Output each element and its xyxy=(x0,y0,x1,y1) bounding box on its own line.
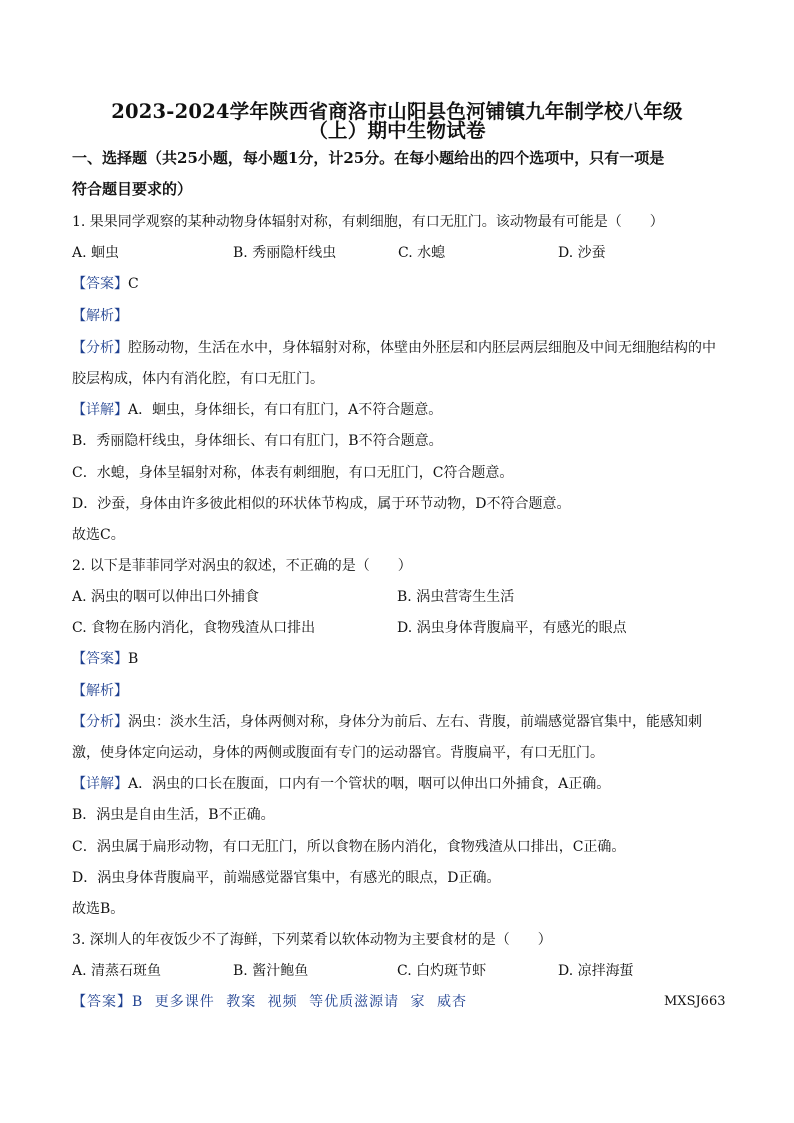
section-heading-cont: 符合题目要求的） xyxy=(72,180,193,198)
question-1-option-d: D. 沙蚕 xyxy=(558,245,606,261)
answer-value: B xyxy=(128,651,139,667)
question-3-option-d: D. 凉拌海蜇 xyxy=(558,963,634,979)
question-2-detail-a xyxy=(72,774,732,794)
question-1-answer xyxy=(72,274,732,294)
fenxi-text: 涡虫：淡水生活，身体两侧对称，身体分为前后、左右、背腹，前端感觉器官集中，能感知刺 xyxy=(128,714,702,730)
question-2-fenxi-cont: 激，使身体定向运动，身体的两侧或腹面有专门的运动器官。背腹扁平，有口无肛门。 xyxy=(72,745,604,761)
fenxi-tag: 【分析】 xyxy=(72,340,128,356)
question-2-answer xyxy=(72,649,732,669)
question-2-option-b: B. 涡虫营寄生生活 xyxy=(397,589,515,605)
question-1-analysis-tag: 【解析】 xyxy=(72,308,128,324)
question-2-stem: 2. 以下是菲菲同学对涡虫的叙述，不正确的是（ ） xyxy=(72,558,412,574)
fenxi-tag: 【分析】 xyxy=(72,714,128,730)
question-2-detail-c: C．涡虫属于扁形动物，有口无肛门，所以食物在肠内消化，食物残渣从口排出，C正确。 xyxy=(72,839,626,855)
question-3-option-a: A. 清蒸石斑鱼 xyxy=(72,963,162,979)
detail-tag: 【详解】 xyxy=(72,776,128,792)
question-2-fenxi xyxy=(72,712,732,732)
question-1-stem: 1. 果果同学观察的某种动物身体辐射对称，有刺细胞，有口无肛门。该动物最有可能是（ ） xyxy=(72,214,664,230)
question-2-option-d: D. 涡虫身体背腹扁平，有感光的眼点 xyxy=(397,620,627,636)
detail-text: A．涡虫的口长在腹面，口内有一个管状的咽，咽可以伸出口外捕食，A正确。 xyxy=(128,776,611,792)
question-3-stem: 3. 深圳人的年夜饭少不了海鲜，下列菜肴以软体动物为主要食材的是（ ） xyxy=(72,932,552,948)
question-1-detail-a xyxy=(72,400,732,420)
question-3-option-b: B. 酱汁鲍鱼 xyxy=(233,963,309,979)
question-1-option-b: B. 秀丽隐杆线虫 xyxy=(233,245,337,261)
answer-tag: 【答案】 xyxy=(72,276,128,292)
question-2-detail-d: D．涡虫身体背腹扁平，前端感觉器官集中，有感光的眼点，D正确。 xyxy=(72,870,501,886)
question-1-fenxi xyxy=(72,338,732,358)
section-heading: 一、选择题（共25小题，每小题1分，计25分。在每小题给出的四个选项中，只有一项是 xyxy=(72,149,665,167)
question-1-detail-c: C．水螅，身体呈辐射对称，体表有刺细胞，有口无肛门，C符合题意。 xyxy=(72,465,514,481)
question-1-fenxi-cont: 胶层构成，体内有消化腔，有口无肛门。 xyxy=(72,371,324,387)
question-2-conclusion: 故选B。 xyxy=(72,901,125,917)
detail-text: A．蛔虫，身体细长，有口有肛门，A不符合题意。 xyxy=(128,402,443,418)
question-1-option-a: A. 蛔虫 xyxy=(72,245,120,261)
exam-title-line-2: （上）期中生物试卷 xyxy=(308,119,486,142)
question-3-option-c: C. 白灼斑节虾 xyxy=(397,963,487,979)
exam-title-line-1: 2023-2024学年陕西省商洛市山阳县色河铺镇九年制学校八年级 xyxy=(111,100,683,123)
question-2-option-c: C. 食物在肠内消化，食物残渣从口排出 xyxy=(72,620,316,636)
answer-tag: 【答案】 xyxy=(72,651,128,667)
question-2-option-a: A. 涡虫的咽可以伸出口外捕食 xyxy=(72,589,260,605)
answer-value: C xyxy=(128,276,139,292)
question-1-detail-d: D．沙蚕，身体由许多彼此相似的环状体节构成，属于环节动物，D不符合题意。 xyxy=(72,496,571,512)
question-1-option-c: C. 水螅 xyxy=(398,245,446,261)
footer-code: MXSJ663 xyxy=(664,994,726,1009)
question-1-conclusion: 故选C。 xyxy=(72,527,125,543)
question-3-answer-line: 【答案】B 更多课件 教案 视频 等优质滋源请 家 威杏 xyxy=(72,994,467,1010)
question-1-detail-b: B．秀丽隐杆线虫，身体细长、有口有肛门，B不符合题意。 xyxy=(72,433,443,449)
detail-tag: 【详解】 xyxy=(72,402,128,418)
fenxi-text: 腔肠动物，生活在水中，身体辐射对称，体壁由外胚层和内胚层两层细胞及中间无细胞结构的中 xyxy=(128,340,716,356)
question-2-detail-b: B．涡虫是自由生活，B不正确。 xyxy=(72,807,275,823)
question-2-analysis-tag: 【解析】 xyxy=(72,683,128,699)
